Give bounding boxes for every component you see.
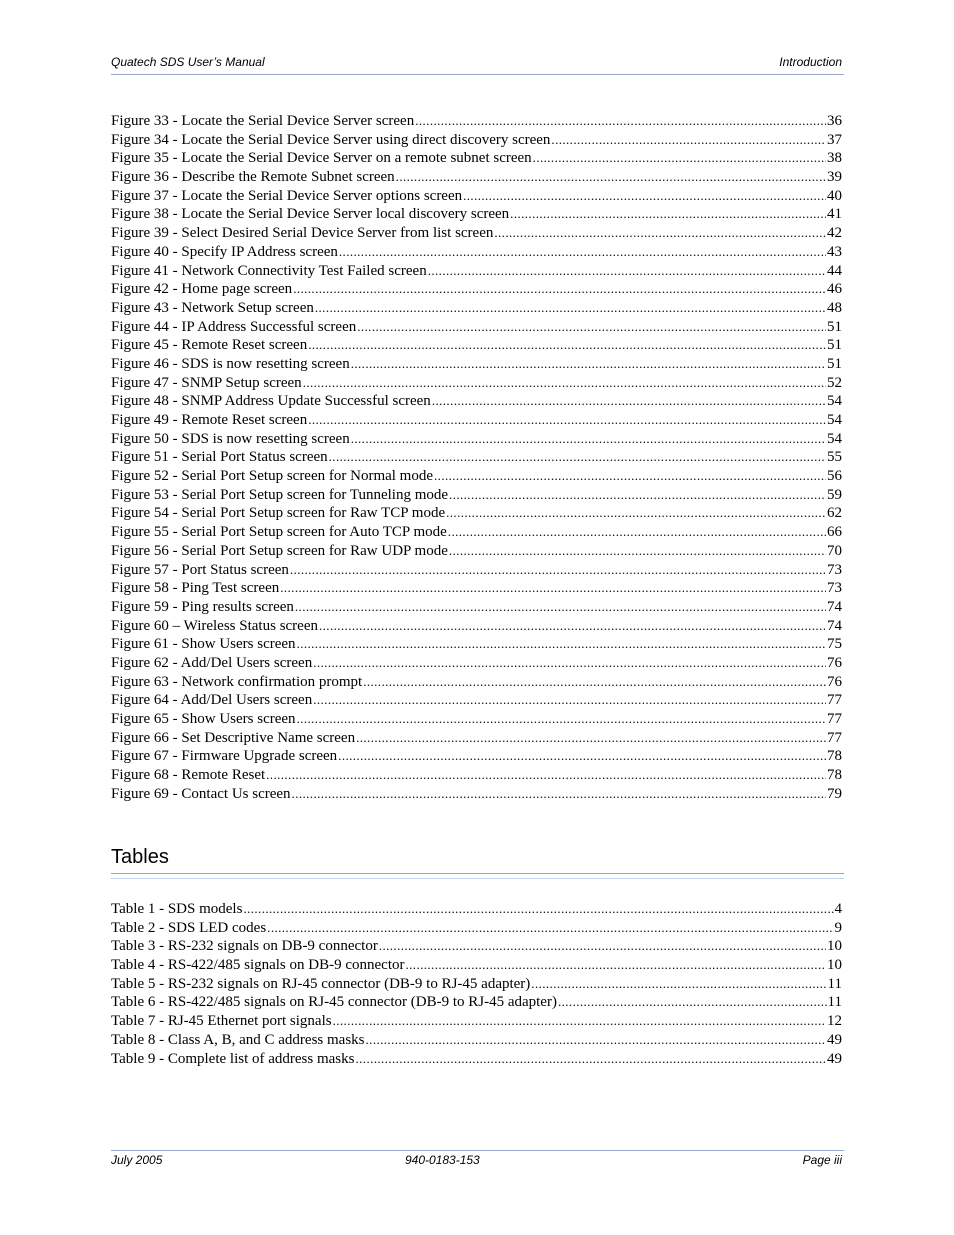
figure-entry-title: Figure 45 - Remote Reset screen bbox=[111, 337, 308, 354]
figure-entry[interactable] bbox=[111, 205, 842, 224]
footer-doc-number: 940-0183-153 bbox=[405, 1153, 480, 1167]
dot-leader bbox=[463, 187, 826, 206]
figure-entry-page: 55 bbox=[827, 449, 842, 466]
table-entry-page: 10 bbox=[827, 957, 842, 974]
figure-entry-title: Figure 34 - Locate the Serial Device Server using direct discovery screen bbox=[111, 131, 551, 148]
figure-entry[interactable] bbox=[111, 112, 842, 131]
figure-entry[interactable] bbox=[111, 542, 842, 561]
dot-leader bbox=[295, 598, 826, 617]
figure-entry-title: Figure 67 - Firmware Upgrade screen bbox=[111, 748, 338, 765]
header-rule bbox=[111, 74, 844, 75]
dot-leader bbox=[338, 747, 826, 766]
figure-entry-title: Figure 40 - Specify IP Address screen bbox=[111, 243, 338, 260]
figure-entry-title: Figure 56 - Serial Port Setup screen for Raw UDP mode bbox=[111, 542, 448, 559]
figure-entry-page: 73 bbox=[827, 561, 842, 578]
figure-entry-title: Figure 54 - Serial Port Setup screen for Raw TCP mode bbox=[111, 505, 446, 522]
figure-entry-page: 78 bbox=[827, 748, 842, 765]
figure-entry-page: 70 bbox=[827, 542, 842, 559]
dot-leader bbox=[428, 262, 826, 281]
figure-entry-page: 38 bbox=[827, 150, 842, 167]
tables-heading-rule bbox=[111, 873, 844, 874]
dot-leader bbox=[449, 486, 826, 505]
figure-entry-page: 54 bbox=[827, 412, 842, 428]
dot-leader bbox=[366, 1031, 826, 1050]
table-entry-page: 49 bbox=[827, 1050, 842, 1067]
dot-leader bbox=[494, 224, 826, 243]
figure-entry-page: 52 bbox=[827, 374, 842, 391]
figure-entry[interactable] bbox=[111, 710, 842, 729]
figure-entry[interactable] bbox=[111, 617, 842, 636]
dot-leader bbox=[333, 1012, 826, 1031]
dot-leader bbox=[315, 299, 826, 318]
figure-entry-page: 39 bbox=[827, 169, 842, 186]
figure-entry[interactable] bbox=[111, 561, 842, 580]
figure-entry[interactable] bbox=[111, 318, 842, 337]
figure-entry[interactable] bbox=[111, 355, 842, 374]
figure-entry-page: 40 bbox=[827, 187, 842, 204]
figure-entry[interactable] bbox=[111, 224, 842, 243]
tables-heading: Tables bbox=[111, 846, 169, 868]
figure-entry-title: Figure 62 - Add/Del Users screen bbox=[111, 654, 313, 671]
figure-entry-page: 77 bbox=[827, 711, 842, 727]
dot-leader bbox=[379, 937, 826, 956]
figure-entry-title: Figure 41 - Network Connectivity Test Failed screen bbox=[111, 262, 427, 279]
figure-entry[interactable] bbox=[111, 523, 842, 542]
dot-leader bbox=[319, 617, 826, 636]
figure-entry-title: Figure 48 - SNMP Address Update Successful screen bbox=[111, 393, 431, 410]
table-entry-title: Table 8 - Class A, B, and C address masks bbox=[111, 1031, 365, 1048]
tables-list bbox=[111, 900, 842, 1068]
dot-leader bbox=[551, 131, 826, 150]
figure-entry-title: Figure 66 - Set Descriptive Name screen bbox=[111, 729, 356, 746]
dot-leader bbox=[280, 579, 826, 598]
figure-entry[interactable] bbox=[111, 392, 842, 411]
dot-leader bbox=[449, 542, 826, 561]
figure-entry-title: Figure 59 - Ping results screen bbox=[111, 598, 294, 615]
figure-entry[interactable] bbox=[111, 262, 842, 281]
table-entry-title: Table 6 - RS-422/485 signals on RJ-45 connector (DB-9 to RJ-45 adapter) bbox=[111, 994, 557, 1011]
figure-entry-title: Figure 64 - Add/Del Users screen bbox=[111, 692, 313, 709]
table-entry-title: Table 9 - Complete list of address masks bbox=[111, 1050, 355, 1067]
dot-leader bbox=[313, 654, 826, 673]
figure-entry[interactable] bbox=[111, 579, 842, 598]
table-entry[interactable] bbox=[111, 956, 842, 975]
table-entry-page: 4 bbox=[834, 901, 842, 917]
dot-leader bbox=[303, 374, 826, 393]
figure-entry-page: 78 bbox=[827, 767, 842, 784]
figure-entry-title: Figure 43 - Network Setup screen bbox=[111, 299, 314, 316]
dot-leader bbox=[292, 785, 826, 804]
dot-leader bbox=[266, 766, 826, 785]
footer-date: July 2005 bbox=[111, 1153, 163, 1167]
dot-leader bbox=[558, 993, 827, 1012]
figure-entry-title: Figure 35 - Locate the Serial Device Server on a remote subnet screen bbox=[111, 150, 532, 167]
dot-leader bbox=[308, 411, 826, 430]
figure-entry-page: 77 bbox=[827, 692, 842, 709]
dot-leader bbox=[531, 975, 826, 994]
dot-leader bbox=[267, 919, 833, 938]
dot-leader bbox=[363, 673, 826, 692]
dot-leader bbox=[356, 729, 826, 748]
figure-entry-page: 79 bbox=[827, 785, 842, 802]
dot-leader bbox=[434, 467, 826, 486]
figure-entry-title: Figure 50 - SDS is now resetting screen bbox=[111, 430, 350, 447]
figure-entry-page: 59 bbox=[827, 486, 842, 503]
figure-entry-title: Figure 49 - Remote Reset screen bbox=[111, 412, 308, 428]
dot-leader bbox=[446, 504, 826, 523]
dot-leader bbox=[297, 710, 826, 729]
dot-leader bbox=[432, 392, 826, 411]
footer-rule bbox=[111, 1150, 844, 1151]
dot-leader bbox=[351, 430, 826, 449]
dot-leader bbox=[356, 1050, 827, 1069]
figure-entry[interactable] bbox=[111, 766, 842, 785]
figure-entry-title: Figure 69 - Contact Us screen bbox=[111, 785, 291, 802]
figure-entry[interactable] bbox=[111, 411, 842, 430]
figure-entry[interactable] bbox=[111, 187, 842, 206]
dot-leader bbox=[339, 243, 826, 262]
figure-entry[interactable] bbox=[111, 691, 842, 710]
table-entry-title: Table 1 - SDS models bbox=[111, 901, 243, 917]
figure-entry-page: 41 bbox=[827, 206, 842, 223]
table-entry[interactable] bbox=[111, 993, 842, 1012]
dot-leader bbox=[396, 168, 826, 187]
table-entry[interactable] bbox=[111, 937, 842, 956]
dot-leader bbox=[308, 336, 826, 355]
figure-entry-page: 56 bbox=[827, 468, 842, 485]
table-entry-page: 11 bbox=[827, 994, 842, 1011]
figures-list bbox=[111, 112, 842, 803]
figure-entry-page: 74 bbox=[827, 617, 842, 634]
figure-entry-page: 77 bbox=[827, 729, 842, 746]
table-entry-title: Table 7 - RJ-45 Ethernet port signals bbox=[111, 1013, 332, 1030]
figure-entry-page: 75 bbox=[827, 636, 842, 653]
figure-entry-title: Figure 33 - Locate the Serial Device Server screen bbox=[111, 113, 415, 129]
table-entry[interactable] bbox=[111, 900, 842, 919]
figure-entry-title: Figure 51 - Serial Port Status screen bbox=[111, 449, 328, 466]
dot-leader bbox=[313, 691, 826, 710]
table-entry[interactable] bbox=[111, 919, 842, 938]
figure-entry-title: Figure 44 - IP Address Successful screen bbox=[111, 318, 357, 335]
figure-entry-page: 73 bbox=[827, 580, 842, 597]
figure-entry[interactable] bbox=[111, 280, 842, 299]
figure-entry[interactable] bbox=[111, 598, 842, 617]
figure-entry-page: 36 bbox=[827, 113, 842, 129]
figure-entry-title: Figure 65 - Show Users screen bbox=[111, 711, 296, 727]
figure-entry-title: Figure 58 - Ping Test screen bbox=[111, 580, 280, 597]
figure-entry[interactable] bbox=[111, 635, 842, 654]
figure-entry-title: Figure 52 - Serial Port Setup screen for Normal mode bbox=[111, 468, 434, 485]
figure-entry-title: Figure 57 - Port Status screen bbox=[111, 561, 289, 578]
dot-leader bbox=[329, 448, 826, 467]
figure-entry-page: 51 bbox=[827, 318, 842, 335]
figure-entry[interactable] bbox=[111, 448, 842, 467]
figure-entry-page: 43 bbox=[827, 243, 842, 260]
figure-entry-title: Figure 47 - SNMP Setup screen bbox=[111, 374, 302, 391]
dot-leader bbox=[357, 318, 826, 337]
figure-entry[interactable] bbox=[111, 131, 842, 150]
figure-entry-page: 51 bbox=[827, 355, 842, 372]
figure-entry[interactable] bbox=[111, 467, 842, 486]
figure-entry[interactable] bbox=[111, 747, 842, 766]
table-entry[interactable] bbox=[111, 1050, 842, 1069]
figure-entry[interactable] bbox=[111, 243, 842, 262]
dot-leader bbox=[293, 280, 826, 299]
page-header bbox=[111, 55, 842, 69]
table-entry-title: Table 2 - SDS LED codes bbox=[111, 919, 267, 936]
header-section-title: Introduction bbox=[779, 55, 842, 69]
header-manual-title: Quatech SDS User’s Manual bbox=[111, 55, 265, 69]
figure-entry-title: Figure 63 - Network confirmation prompt bbox=[111, 673, 363, 690]
dot-leader bbox=[448, 523, 826, 542]
dot-leader bbox=[290, 561, 826, 580]
figure-entry[interactable] bbox=[111, 374, 842, 393]
figure-entry[interactable] bbox=[111, 785, 842, 804]
figure-entry-page: 76 bbox=[827, 673, 842, 690]
figure-entry[interactable] bbox=[111, 149, 842, 168]
figure-entry-page: 48 bbox=[827, 299, 842, 316]
figure-entry-title: Figure 39 - Select Desired Serial Device Server from list screen bbox=[111, 225, 494, 242]
figure-entry-title: Figure 61 - Show Users screen bbox=[111, 636, 296, 653]
figure-entry[interactable] bbox=[111, 336, 842, 355]
table-entry-page: 12 bbox=[827, 1013, 842, 1030]
table-entry-title: Table 3 - RS-232 signals on DB-9 connector bbox=[111, 938, 378, 955]
table-entry[interactable] bbox=[111, 975, 842, 994]
figure-entry-title: Figure 60 – Wireless Status screen bbox=[111, 617, 318, 634]
figure-entry-page: 46 bbox=[827, 281, 842, 298]
figure-entry-title: Figure 55 - Serial Port Setup screen for Auto TCP mode bbox=[111, 524, 447, 541]
figure-entry-title: Figure 36 - Describe the Remote Subnet screen bbox=[111, 169, 395, 186]
figure-entry[interactable] bbox=[111, 504, 842, 523]
tables-heading-rule-light bbox=[111, 878, 844, 879]
figure-entry-page: 74 bbox=[827, 598, 842, 615]
table-entry[interactable] bbox=[111, 1031, 842, 1050]
figure-entry-page: 54 bbox=[827, 393, 842, 410]
figure-entry[interactable] bbox=[111, 673, 842, 692]
figure-entry-page: 54 bbox=[827, 430, 842, 447]
dot-leader bbox=[406, 956, 827, 975]
figure-entry-page: 66 bbox=[827, 524, 842, 541]
dot-leader bbox=[243, 900, 833, 919]
dot-leader bbox=[533, 149, 826, 168]
table-entry-page: 49 bbox=[827, 1031, 842, 1048]
table-entry[interactable] bbox=[111, 1012, 842, 1031]
figure-entry-title: Figure 37 - Locate the Serial Device Server options screen bbox=[111, 187, 463, 204]
figure-entry[interactable] bbox=[111, 299, 842, 318]
figure-entry[interactable] bbox=[111, 430, 842, 449]
figure-entry-title: Figure 42 - Home page screen bbox=[111, 281, 293, 298]
figure-entry-page: 51 bbox=[827, 337, 842, 354]
table-entry-title: Table 5 - RS-232 signals on RJ-45 connector (DB-9 to RJ-45 adapter) bbox=[111, 975, 531, 992]
figure-entry[interactable] bbox=[111, 654, 842, 673]
footer-page-number: Page iii bbox=[802, 1153, 842, 1167]
figure-entry[interactable] bbox=[111, 729, 842, 748]
figure-entry-title: Figure 53 - Serial Port Setup screen for Tunneling mode bbox=[111, 486, 449, 503]
figure-entry-page: 44 bbox=[827, 262, 842, 279]
figure-entry[interactable] bbox=[111, 486, 842, 505]
figure-entry-title: Figure 38 - Locate the Serial Device Server local discovery screen bbox=[111, 206, 510, 223]
dot-leader bbox=[351, 355, 826, 374]
dot-leader bbox=[297, 635, 826, 654]
table-entry-title: Table 4 - RS-422/485 signals on DB-9 connector bbox=[111, 957, 405, 974]
figure-entry-title: Figure 68 - Remote Reset bbox=[111, 767, 266, 784]
table-entry-page: 10 bbox=[827, 938, 842, 955]
dot-leader bbox=[415, 112, 826, 131]
figure-entry[interactable] bbox=[111, 168, 842, 187]
dot-leader bbox=[510, 205, 826, 224]
figure-entry-page: 42 bbox=[827, 225, 842, 242]
table-entry-page: 9 bbox=[834, 919, 842, 936]
figure-entry-page: 37 bbox=[827, 131, 842, 148]
table-entry-page: 11 bbox=[827, 975, 842, 992]
figure-entry-page: 76 bbox=[827, 654, 842, 671]
figure-entry-page: 62 bbox=[827, 505, 842, 522]
figure-entry-title: Figure 46 - SDS is now resetting screen bbox=[111, 355, 350, 372]
